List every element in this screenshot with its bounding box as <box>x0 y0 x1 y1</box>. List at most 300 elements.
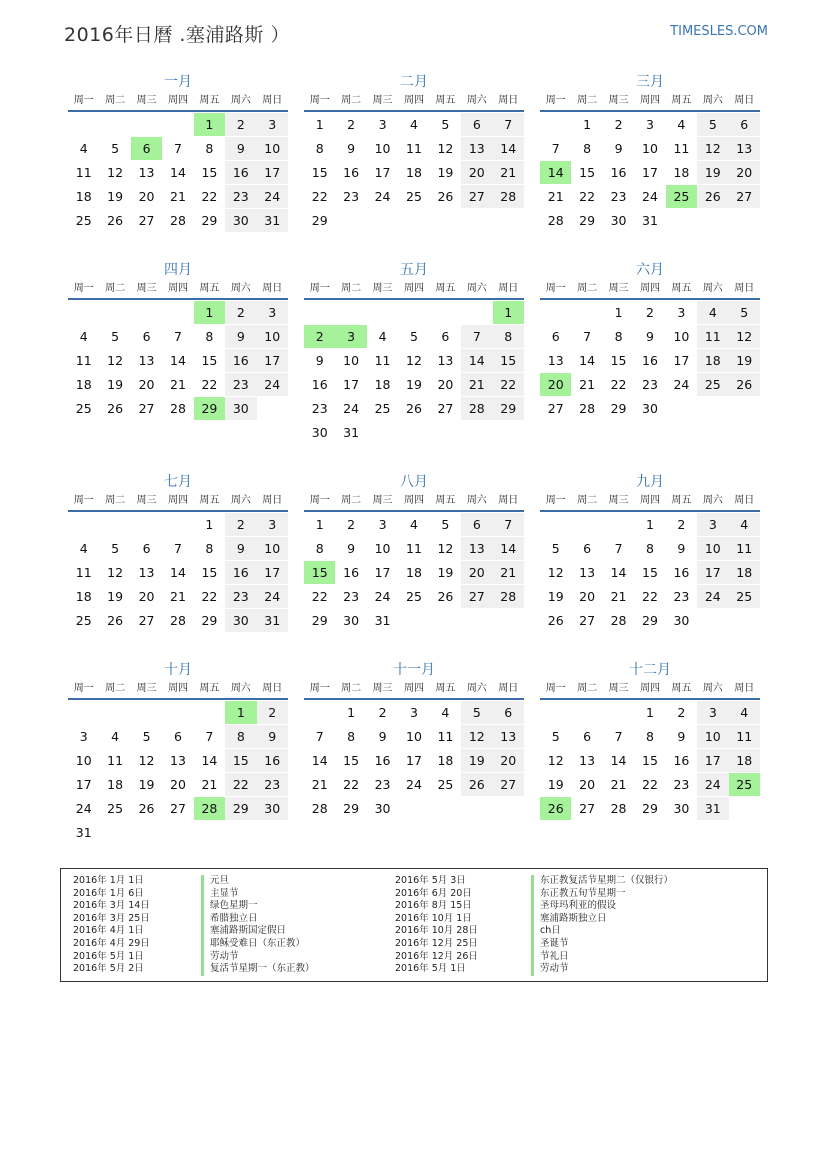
week-row <box>304 420 524 444</box>
weekend-day-cell: 10 <box>257 137 288 160</box>
holiday-day-cell: 6 <box>131 137 162 160</box>
day-cell: 15 <box>610 353 627 368</box>
empty-cell <box>162 701 193 724</box>
weekday-label: 周二 <box>577 95 598 106</box>
day-cell: 14 <box>170 165 186 180</box>
day-cell: 19 <box>107 189 124 204</box>
day-cell: 23 <box>343 589 360 604</box>
day-cell: 1 <box>646 705 654 720</box>
day-cell: 5 <box>111 329 120 344</box>
weekday-label: 周一 <box>545 495 566 506</box>
week-row <box>68 820 288 844</box>
weekend-day-cell: 8 <box>493 325 524 348</box>
weekend-day-cell: 26 <box>729 373 760 396</box>
day-cell: 20 <box>138 189 155 204</box>
empty-cell <box>68 701 99 724</box>
weekend-day-cell: 2 <box>225 513 256 536</box>
weekend-day-cell: 18 <box>697 349 728 372</box>
weekend-day-cell: 30 <box>225 209 256 232</box>
week-row <box>68 184 288 208</box>
weekend-day-cell: 7 <box>493 513 524 536</box>
week-row <box>304 372 524 396</box>
day-cell: 24 <box>374 189 391 204</box>
empty-cell <box>398 609 429 632</box>
day-cell: 30 <box>311 425 328 440</box>
holiday-day-cell: 26 <box>540 797 571 820</box>
weekend-day-cell: 25 <box>697 373 728 396</box>
day-cell: 8 <box>614 329 623 344</box>
empty-cell <box>666 397 697 420</box>
weekday-label: 周五 <box>199 683 220 694</box>
weekend-day-cell: 9 <box>225 325 256 348</box>
day-cell: 5 <box>441 517 450 532</box>
holiday-day-cell: 25 <box>729 773 760 796</box>
weekend-day-cell: 29 <box>225 797 256 820</box>
empty-cell <box>131 821 162 844</box>
empty-cell <box>461 421 492 444</box>
day-cell: 29 <box>642 801 658 816</box>
holiday-day-cell: 1 <box>194 301 225 324</box>
day-cell: 19 <box>547 777 564 792</box>
weekday-label: 周二 <box>105 495 126 506</box>
weekday-label: 周五 <box>199 495 220 506</box>
day-cell: 28 <box>170 213 186 228</box>
day-cell: 12 <box>107 353 124 368</box>
day-cell: 4 <box>378 329 387 344</box>
day-cell: 5 <box>551 729 560 744</box>
legend-row: 2016年 5月 1日 <box>395 963 466 975</box>
weekend-day-cell: 31 <box>697 797 728 820</box>
day-cell: 6 <box>583 729 592 744</box>
empty-cell <box>729 797 760 820</box>
legend-row: 东正教复活节星期二（仅银行） <box>540 875 674 886</box>
weekday-label: 周五 <box>671 495 692 506</box>
day-cell: 11 <box>406 141 422 156</box>
day-cell: 22 <box>579 189 596 204</box>
day-cell: 1 <box>315 117 324 132</box>
day-cell: 22 <box>311 189 328 204</box>
week-row <box>68 136 288 160</box>
empty-cell <box>304 701 335 724</box>
day-cell: 28 <box>311 801 328 816</box>
day-cell: 11 <box>673 141 690 156</box>
empty-cell <box>131 113 162 136</box>
legend-row: 2016年 5月 1日 <box>73 950 144 962</box>
day-cell: 15 <box>642 565 658 580</box>
empty-cell <box>729 609 760 632</box>
week-row <box>540 584 760 608</box>
weekend-day-cell: 17 <box>697 561 728 584</box>
day-cell: 22 <box>201 377 218 392</box>
day-cell: 22 <box>201 589 218 604</box>
empty-cell <box>571 701 602 724</box>
weekend-day-cell: 10 <box>257 537 288 560</box>
legend-row: 绿色星期一 <box>210 900 258 912</box>
empty-cell <box>131 701 162 724</box>
empty-cell <box>162 821 193 844</box>
empty-cell <box>99 301 130 324</box>
holiday-day-cell: 28 <box>194 797 225 820</box>
month-block <box>68 72 288 232</box>
weekend-day-cell: 6 <box>461 113 492 136</box>
day-cell: 6 <box>551 329 560 344</box>
week-row <box>68 796 288 820</box>
day-cell: 4 <box>410 117 418 132</box>
empty-cell <box>99 113 130 136</box>
day-cell: 8 <box>583 141 592 156</box>
weekday-label: 周四 <box>167 495 188 506</box>
weekend-day-cell: 28 <box>493 585 524 608</box>
day-cell: 17 <box>343 377 360 392</box>
day-cell: 7 <box>315 729 324 744</box>
holiday-day-cell: 20 <box>540 373 571 396</box>
day-cell: 4 <box>79 141 88 156</box>
empty-cell <box>430 421 461 444</box>
day-cell: 31 <box>343 425 360 440</box>
month-block <box>540 660 760 820</box>
empty-cell <box>729 209 760 232</box>
day-cell: 7 <box>174 141 182 156</box>
day-cell: 22 <box>642 777 658 792</box>
week-row <box>304 724 524 748</box>
week-row <box>68 700 288 724</box>
weekend-day-cell: 3 <box>257 113 288 136</box>
weekend-day-cell: 21 <box>461 373 492 396</box>
weekend-day-cell: 14 <box>461 349 492 372</box>
day-cell: 7 <box>174 329 182 344</box>
legend-left-dates <box>73 875 150 976</box>
weekend-day-cell: 18 <box>729 561 760 584</box>
weekend-day-cell: 26 <box>697 185 728 208</box>
day-cell: 25 <box>75 213 92 228</box>
day-cell: 28 <box>170 613 186 628</box>
day-cell: 20 <box>579 589 596 604</box>
day-cell: 7 <box>174 541 182 556</box>
day-cell: 9 <box>677 541 686 556</box>
legend-row: 圣母玛利亚的假设 <box>540 900 617 912</box>
month-block <box>68 260 288 420</box>
day-cell: 29 <box>579 213 596 228</box>
day-cell: 6 <box>142 541 151 556</box>
day-cell: 5 <box>410 329 418 344</box>
week-row <box>540 300 760 324</box>
weekday-header <box>540 492 760 512</box>
day-cell: 12 <box>547 565 564 580</box>
weekend-day-cell: 7 <box>493 113 524 136</box>
day-cell: 9 <box>347 141 356 156</box>
weekday-label: 周五 <box>199 95 220 106</box>
legend-row: 2016年 5月 3日 <box>395 875 466 886</box>
day-cell: 25 <box>437 777 454 792</box>
day-cell: 27 <box>138 613 155 628</box>
day-cell: 11 <box>75 353 92 368</box>
week-row <box>540 160 760 184</box>
weekday-label: 周六 <box>466 283 487 294</box>
weekend-day-cell: 17 <box>257 561 288 584</box>
day-cell: 10 <box>673 329 690 344</box>
site-link[interactable]: TIMESLES.COM <box>670 24 768 39</box>
weekday-label: 周五 <box>671 95 692 106</box>
week-row <box>304 184 524 208</box>
day-cell: 12 <box>547 753 564 768</box>
weekday-header <box>304 92 524 112</box>
day-cell: 2 <box>614 117 623 132</box>
weekday-label: 周三 <box>372 495 393 506</box>
weekend-day-cell: 2 <box>257 701 288 724</box>
day-cell: 25 <box>75 613 92 628</box>
weekday-label: 周四 <box>639 495 660 506</box>
day-cell: 12 <box>138 753 155 768</box>
weekday-label: 周四 <box>403 683 424 694</box>
day-cell: 7 <box>583 329 592 344</box>
weekday-label: 周一 <box>545 683 566 694</box>
day-cell: 26 <box>406 401 422 416</box>
weekend-day-cell: 16 <box>225 161 256 184</box>
weekend-day-cell: 6 <box>461 513 492 536</box>
day-cell: 14 <box>579 353 596 368</box>
legend-row: 节礼日 <box>540 950 569 962</box>
day-cell: 28 <box>579 401 596 416</box>
weekend-day-cell: 5 <box>729 301 760 324</box>
empty-cell <box>194 701 225 724</box>
empty-cell <box>540 513 571 536</box>
empty-cell <box>398 797 429 820</box>
weekday-label: 周二 <box>577 683 598 694</box>
day-cell: 16 <box>673 753 690 768</box>
weekend-day-cell: 13 <box>461 137 492 160</box>
weekend-day-cell: 16 <box>225 349 256 372</box>
month-name: 一月 <box>164 74 192 90</box>
week-row <box>68 584 288 608</box>
weekday-label: 周日 <box>734 95 755 106</box>
holiday-day-cell: 2 <box>304 325 335 348</box>
day-cell: 10 <box>374 141 391 156</box>
weekday-label: 周三 <box>372 683 393 694</box>
weekday-label: 周三 <box>608 95 629 106</box>
weekend-day-cell: 11 <box>729 725 760 748</box>
weekday-label: 周一 <box>73 495 94 506</box>
week-row <box>304 536 524 560</box>
empty-cell <box>571 513 602 536</box>
day-cell: 10 <box>642 141 658 156</box>
weekend-day-cell: 20 <box>493 749 524 772</box>
day-cell: 18 <box>75 189 92 204</box>
weekend-day-cell: 24 <box>257 185 288 208</box>
week-row <box>304 772 524 796</box>
day-cell: 28 <box>610 613 627 628</box>
day-cell: 17 <box>673 353 690 368</box>
day-cell: 21 <box>547 189 564 204</box>
week-row <box>304 396 524 420</box>
empty-cell <box>461 209 492 232</box>
month-block <box>540 72 760 232</box>
weekday-label: 周二 <box>341 495 362 506</box>
empty-cell <box>571 301 602 324</box>
day-cell: 28 <box>610 801 627 816</box>
day-cell: 30 <box>642 401 658 416</box>
day-cell: 15 <box>642 753 658 768</box>
day-cell: 11 <box>75 165 92 180</box>
day-cell: 23 <box>374 777 391 792</box>
legend-row: 2016年 1月 1日 <box>73 875 144 886</box>
weekday-label: 周日 <box>498 683 519 694</box>
weekend-day-cell: 28 <box>461 397 492 420</box>
empty-cell <box>493 609 524 632</box>
weekday-label: 周六 <box>702 495 723 506</box>
day-cell: 20 <box>437 377 454 392</box>
legend-row: 耶稣受难日（东正教） <box>210 937 306 949</box>
week-row <box>540 560 760 584</box>
weekday-label: 周日 <box>734 283 755 294</box>
legend-left-names <box>201 875 315 976</box>
day-cell: 21 <box>610 777 627 792</box>
day-cell: 4 <box>111 729 120 744</box>
day-cell: 19 <box>107 589 124 604</box>
empty-cell <box>68 513 99 536</box>
day-cell: 11 <box>406 541 422 556</box>
day-cell: 2 <box>646 305 654 320</box>
day-cell: 18 <box>673 165 690 180</box>
day-cell: 13 <box>138 165 155 180</box>
legend-row: 2016年 8月 15日 <box>395 900 472 912</box>
day-cell: 28 <box>170 401 186 416</box>
weekday-label: 周五 <box>435 95 456 106</box>
empty-cell <box>367 301 398 324</box>
week-row <box>304 748 524 772</box>
day-cell: 9 <box>646 329 654 344</box>
day-cell: 5 <box>441 117 450 132</box>
day-cell: 14 <box>170 353 186 368</box>
legend-row: 2016年 12月 26日 <box>395 950 478 962</box>
month-name: 三月 <box>636 74 664 90</box>
day-cell: 19 <box>138 777 155 792</box>
day-cell: 27 <box>138 213 155 228</box>
day-cell: 24 <box>673 377 690 392</box>
week-row <box>540 536 760 560</box>
legend-row: 2016年 4月 1日 <box>73 925 144 937</box>
weekday-label: 周六 <box>466 495 487 506</box>
day-cell: 14 <box>610 753 627 768</box>
day-cell: 30 <box>610 213 627 228</box>
page-title: 2016年日曆 .塞浦路斯 ） <box>64 24 290 46</box>
day-cell: 10 <box>75 753 92 768</box>
day-cell: 21 <box>311 777 328 792</box>
weekend-day-cell: 24 <box>257 585 288 608</box>
week-row <box>68 608 288 632</box>
day-cell: 11 <box>437 729 454 744</box>
day-cell: 5 <box>142 729 151 744</box>
day-cell: 27 <box>579 613 596 628</box>
weekend-day-cell: 20 <box>461 561 492 584</box>
month-name: 六月 <box>636 262 664 278</box>
weekend-day-cell: 19 <box>697 161 728 184</box>
day-cell: 22 <box>642 589 658 604</box>
day-cell: 29 <box>610 401 627 416</box>
month-name: 五月 <box>400 262 428 278</box>
day-cell: 6 <box>174 729 182 744</box>
empty-cell <box>697 609 728 632</box>
weekday-label: 周三 <box>372 95 393 106</box>
day-cell: 8 <box>205 329 214 344</box>
holiday-day-cell: 29 <box>194 397 225 420</box>
day-cell: 21 <box>170 377 186 392</box>
week-row <box>304 208 524 232</box>
day-cell: 19 <box>437 165 454 180</box>
weekday-label: 周六 <box>466 683 487 694</box>
day-cell: 29 <box>311 613 328 628</box>
week-row <box>68 300 288 324</box>
day-cell: 1 <box>646 517 654 532</box>
day-cell: 5 <box>551 541 560 556</box>
week-row <box>68 324 288 348</box>
day-cell: 24 <box>406 777 422 792</box>
day-cell: 17 <box>406 753 422 768</box>
day-cell: 2 <box>347 517 356 532</box>
day-cell: 29 <box>642 613 658 628</box>
empty-cell <box>99 513 130 536</box>
day-cell: 17 <box>374 565 391 580</box>
week-row <box>68 160 288 184</box>
weekday-label: 周三 <box>608 683 629 694</box>
holiday-day-cell: 3 <box>335 325 366 348</box>
week-row <box>304 300 524 324</box>
legend-row: 主显节 <box>210 887 239 899</box>
month-block <box>68 472 288 632</box>
legend-row: 塞浦路斯独立日 <box>540 912 607 924</box>
weekend-day-cell: 12 <box>729 325 760 348</box>
day-cell: 14 <box>170 565 186 580</box>
weekend-day-cell: 30 <box>225 609 256 632</box>
weekend-day-cell: 5 <box>697 113 728 136</box>
weekday-label: 周日 <box>734 683 755 694</box>
weekend-day-cell: 14 <box>493 137 524 160</box>
day-cell: 25 <box>406 189 422 204</box>
day-cell: 13 <box>170 753 186 768</box>
month-name: 八月 <box>400 474 428 490</box>
weekend-day-cell: 3 <box>697 513 728 536</box>
month-block <box>304 260 524 444</box>
weekday-label: 周一 <box>309 683 330 694</box>
holiday-day-cell: 15 <box>304 561 335 584</box>
day-cell: 27 <box>547 401 564 416</box>
weekday-label: 周一 <box>73 283 94 294</box>
weekday-label: 周日 <box>734 495 755 506</box>
day-cell: 2 <box>378 705 387 720</box>
day-cell: 16 <box>673 565 690 580</box>
legend-row: 2016年 3月 14日 <box>73 900 150 912</box>
month-name: 九月 <box>636 474 664 490</box>
empty-cell <box>666 209 697 232</box>
empty-cell <box>162 301 193 324</box>
empty-cell <box>335 301 366 324</box>
day-cell: 24 <box>75 801 92 816</box>
day-cell: 3 <box>378 117 387 132</box>
day-cell: 23 <box>610 189 627 204</box>
weekend-day-cell: 21 <box>493 561 524 584</box>
week-row <box>540 700 760 724</box>
week-row <box>540 184 760 208</box>
day-cell: 15 <box>201 565 218 580</box>
week-row <box>68 512 288 536</box>
day-cell: 2 <box>677 705 686 720</box>
legend-row: 劳动节 <box>540 963 569 975</box>
day-cell: 8 <box>646 729 654 744</box>
day-cell: 23 <box>673 589 690 604</box>
day-cell: 6 <box>142 329 151 344</box>
weekday-header <box>540 92 760 112</box>
holiday-day-cell: 1 <box>194 113 225 136</box>
week-row <box>540 772 760 796</box>
